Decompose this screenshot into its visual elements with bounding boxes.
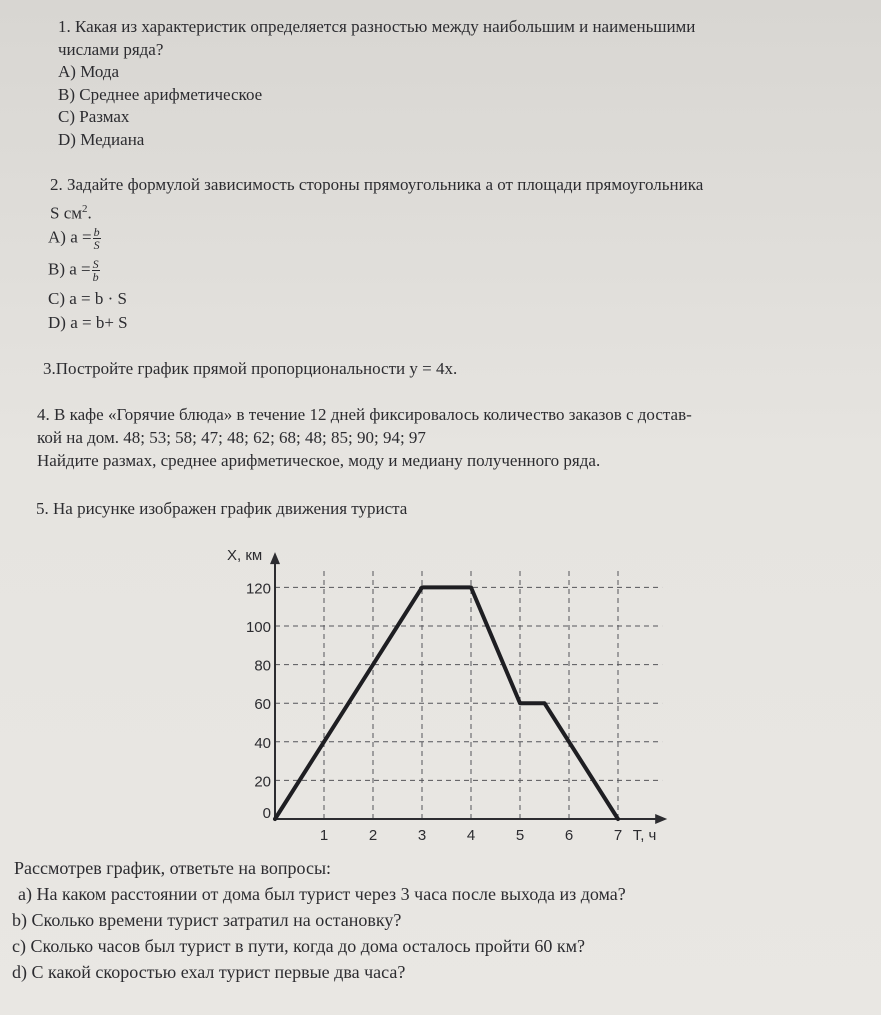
data-point xyxy=(518,701,522,705)
chart-grid xyxy=(275,568,662,819)
y-tick-label: 60 xyxy=(254,696,271,714)
q5-question-c: c) Сколько часов был турист в пути, когда до дома осталось пройти 60 км? xyxy=(12,936,586,956)
q2-option-a-prefix: A) a = xyxy=(48,227,92,247)
q2-option-b-numerator: S xyxy=(92,257,99,271)
q5-question-b: b) Сколько времени турист затратил на остановку? xyxy=(12,910,402,930)
q5-intro: Рассмотрев график, ответьте на вопросы: xyxy=(14,858,332,878)
chart-axes xyxy=(270,552,667,824)
q2-option-a-fraction xyxy=(93,226,101,251)
tourist-motion-chart xyxy=(220,540,700,858)
q2-option-a-denominator: S xyxy=(93,238,100,252)
x-tick-label: 1 xyxy=(319,827,329,844)
x-tick-label: 6 xyxy=(564,827,574,844)
y-axis-arrow xyxy=(270,552,280,564)
data-point xyxy=(543,701,547,705)
q2-option-b xyxy=(48,258,100,283)
y-axis-label: X, км xyxy=(227,547,263,565)
q3-text: 3.Постройте график прямой пропорциональности y = 4x. xyxy=(43,359,458,378)
q2-option-b-fraction xyxy=(92,258,100,283)
data-point xyxy=(420,586,424,590)
y-tick-label: 120 xyxy=(245,580,271,598)
y-tick-label: 100 xyxy=(245,619,271,636)
x-tick-label: 4 xyxy=(466,827,476,844)
q2-unit-prefix: S см xyxy=(50,203,83,223)
x-axis-label: T, ч xyxy=(632,827,657,844)
x-tick-label: 3 xyxy=(417,827,427,844)
data-point xyxy=(273,817,277,821)
data-point xyxy=(616,817,620,821)
q2-unit-exp: 2 xyxy=(82,203,88,215)
q5-question-d: d) С какой скоростью ехал турист первые два часа? xyxy=(12,962,406,982)
q1-text-line2: числами ряда? xyxy=(58,40,164,59)
q4-text-line1: 4. В кафе «Горячие блюда» в течение 12 дней фиксировалось количество заказов с достав- xyxy=(37,405,692,424)
y-tick-label: 80 xyxy=(254,657,271,675)
q5-title: 5. На рисунке изображен график движения туриста xyxy=(36,499,408,518)
y-tick-label: 0 xyxy=(262,805,271,822)
q2-option-b-denominator: b xyxy=(92,270,99,284)
q4-text-line3: Найдите размах, среднее арифметическое, моду и медиану полученного ряда. xyxy=(37,451,601,470)
q5-question-a: a) На каком расстоянии от дома был турист через 3 часа после выхода из дома? xyxy=(18,884,626,904)
y-tick-label: 40 xyxy=(254,734,271,752)
q2-option-b-prefix: B) a = xyxy=(48,259,91,279)
q4-text-line2: кой на дом. 48; 53; 58; 47; 48; 62; 68; 48; 85; 90; 94; 97 xyxy=(37,428,426,447)
chart-tick-labels xyxy=(246,580,622,844)
x-tick-label: 7 xyxy=(613,827,623,844)
x-tick-label: 2 xyxy=(368,827,378,844)
x-axis-arrow xyxy=(655,814,667,824)
q2-option-c: C) a = b · S xyxy=(48,289,127,308)
q2-unit xyxy=(50,199,92,224)
q1-option-a: A) Мода xyxy=(58,62,120,81)
x-tick-label: 5 xyxy=(515,827,525,844)
q1-option-c: C) Размах xyxy=(58,107,130,126)
q2-unit-suffix: . xyxy=(87,203,92,223)
q1-option-b: B) Среднее арифметическое xyxy=(58,85,263,104)
y-tick-label: 20 xyxy=(254,773,271,791)
q2-text-line1: 2. Задайте формулой зависимость стороны прямоугольника а от площади прямоугольника xyxy=(50,175,704,194)
q1-text-line1: 1. Какая из характеристик определяется разностью между наибольшим и наименьшими xyxy=(58,17,696,36)
q2-option-a xyxy=(48,226,101,251)
data-point xyxy=(469,586,473,590)
q2-option-a-numerator: b xyxy=(93,225,100,239)
q2-option-d: D) a = b+ S xyxy=(48,313,128,332)
q1-option-d: D) Медиана xyxy=(58,130,145,149)
